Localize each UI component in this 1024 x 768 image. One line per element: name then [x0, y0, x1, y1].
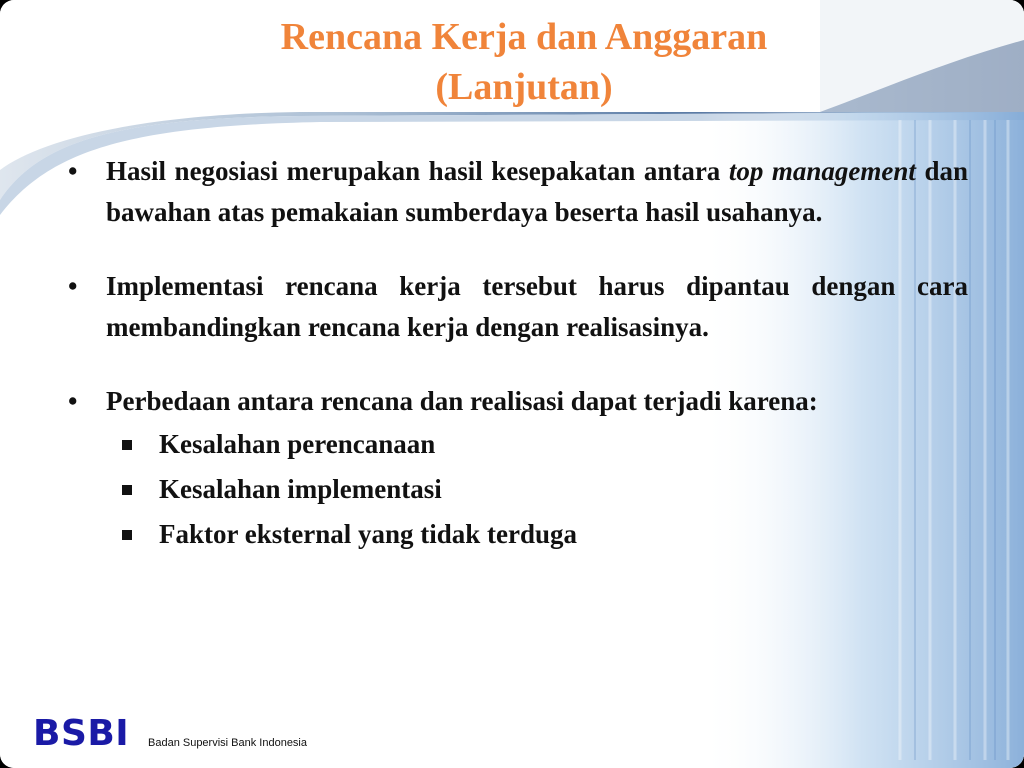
sub-list — [66, 422, 968, 557]
bullet-text: Hasil negosiasi merupakan hasil kesepakatan antara — [106, 156, 729, 186]
bullet-dot: • — [68, 271, 78, 301]
sub-item — [66, 512, 968, 557]
bullet-item — [66, 381, 968, 422]
sub-item-text: Kesalahan implementasi — [159, 474, 442, 504]
slide-title — [0, 12, 1024, 112]
bullet-dot: • — [68, 156, 78, 186]
square-bullet-icon — [122, 440, 132, 450]
bullet-text: Implementasi rencana kerja tersebut harus dipantau dengan cara membandingkan rencana kerja dengan realisasinya. — [106, 271, 968, 342]
sub-item — [66, 467, 968, 512]
bullet-item — [66, 266, 968, 348]
sub-item-text: Faktor eksternal yang tidak terduga — [159, 519, 578, 549]
sub-item — [66, 422, 968, 467]
slide-body — [66, 151, 968, 557]
square-bullet-icon — [122, 530, 132, 540]
title-line-2: (Lanjutan) — [435, 66, 613, 108]
bsbi-logo: BSBI — [33, 713, 130, 754]
bullet-text: dan bawahan atas pemakaian sumberdaya beserta hasil usahanya. — [106, 156, 968, 227]
bullet-item — [66, 151, 968, 233]
bullet-dot: • — [68, 386, 78, 416]
sub-item-text: Kesalahan perencanaan — [159, 429, 436, 459]
square-bullet-icon — [122, 485, 132, 495]
footer-org-name: Badan Supervisi Bank Indonesia — [148, 737, 307, 749]
bullet-italic-text: top management — [728, 156, 916, 186]
bullet-text: Perbedaan antara rencana dan realisasi dapat terjadi karena: — [106, 386, 818, 416]
title-line-1: Rencana Kerja dan Anggaran — [280, 16, 768, 58]
